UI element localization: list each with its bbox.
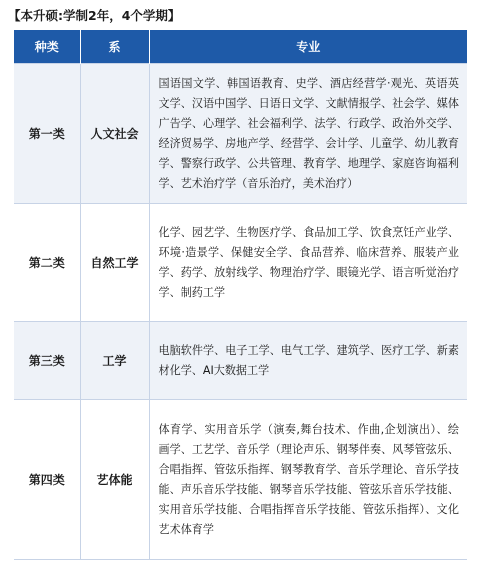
majors-table	[14, 30, 467, 560]
table-row-category-2	[14, 204, 467, 322]
header-major: 专业	[149, 30, 467, 64]
table-caption: 【本升硕:学制2年，4个学期】	[8, 8, 181, 23]
header-dept: 系	[80, 30, 149, 64]
category-kind: 第三类	[14, 322, 80, 400]
header-kind: 种类	[14, 30, 80, 64]
category-majors: 国语国文学、韩国语教育、史学、酒店经营学·观光、英语英文学、汉语中国学、日语日文学、文献情报学、社会学、媒体广告学、心理学、社会福利学、法学、行政学、政治外交学、经济贸易学、房地产学、经营学、会计学、儿童学、幼儿教育学、警察行政学、公共管理、教育学、地理学、家庭咨询福利学、艺术治疗学（音乐治疗，美术治疗）	[149, 64, 467, 204]
category-majors: 体育学、实用音乐学（演奏,舞台技术、作曲,企划演出）、绘画学、工艺学、音乐学（理论声乐、钢琴伴奏、风琴管弦乐、合唱指挥、管弦乐指挥、钢琴教育学、音乐学理论、音乐学技能、声乐音乐学技能、钢琴音乐学技能、管弦乐音乐学技能、实用音乐学技能、合唱指挥音乐学技能、管弦乐指挥）、文化艺术体育学	[149, 400, 467, 560]
category-majors: 化学、园艺学、生物医疗学、食品加工学、饮食烹饪产业学、环境·造景学、保健安全学、食品营养、临床营养、服装产业学、药学、放射线学、物理治疗学、眼镜光学、语言听觉治疗学、制药工学	[149, 204, 467, 322]
table-row-category-3	[14, 322, 467, 400]
category-dept: 艺体能	[80, 400, 149, 560]
category-dept: 工学	[80, 322, 149, 400]
table-row-category-4	[14, 400, 467, 560]
category-kind: 第四类	[14, 400, 80, 560]
category-majors: 电脑软件学、电子工学、电气工学、建筑学、医疗工学、新素材化学、AI大数据工学	[149, 322, 467, 400]
table-header-row	[14, 30, 467, 64]
category-dept: 人文社会	[80, 64, 149, 204]
category-dept: 自然工学	[80, 204, 149, 322]
category-kind: 第一类	[14, 64, 80, 204]
category-kind: 第二类	[14, 204, 80, 322]
table-row-category-1	[14, 64, 467, 204]
